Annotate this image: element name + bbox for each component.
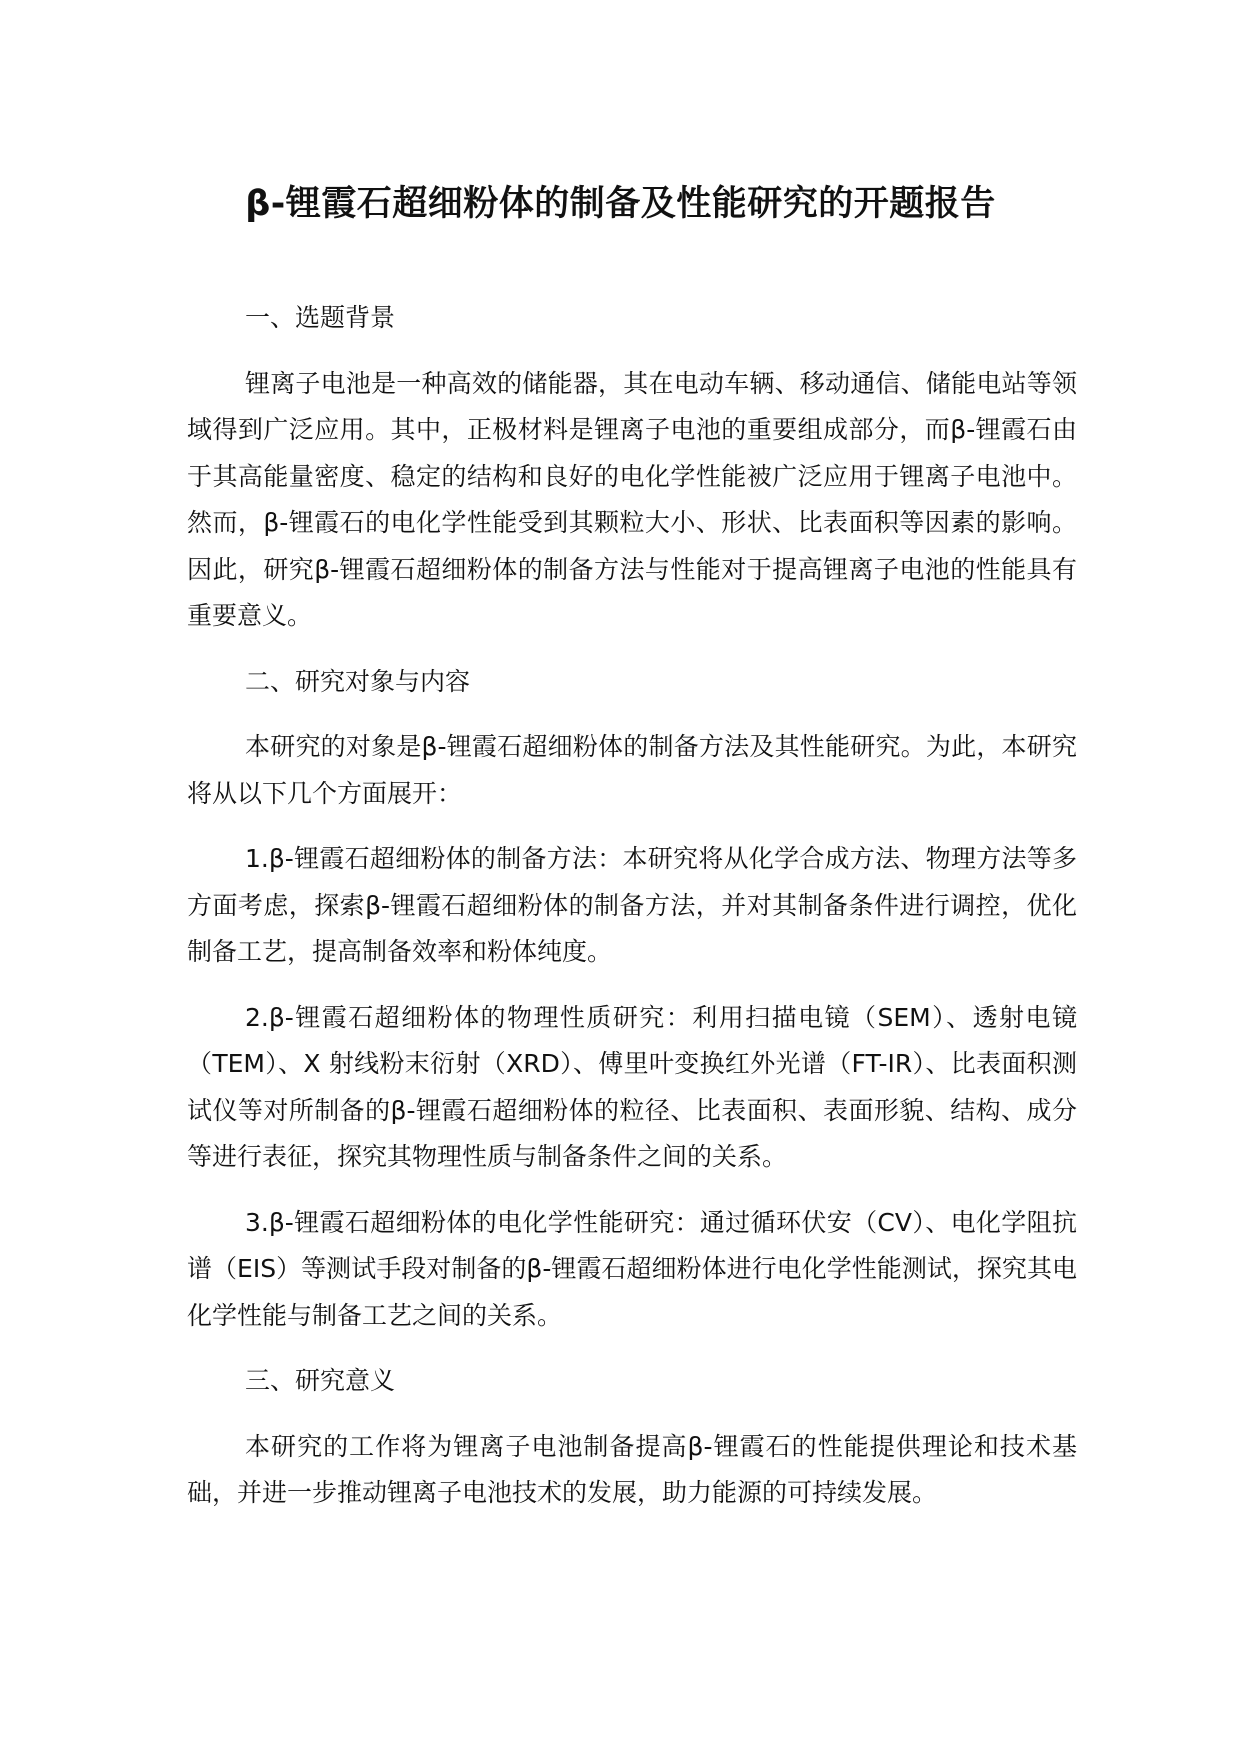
paragraph-item-1-preparation: 1.β-锂霞石超细粉体的制备方法：本研究将从化学合成方法、物理方法等多方面考虑，探索β-锂霞石超细粉体的制备方法，并对其制备条件进行调控，优化制备工艺，提高制备效率和粉体纯度。 [187, 844, 1077, 966]
paragraph-item-2-physical: 2.β-锂霞石超细粉体的物理性质研究：利用扫描电镜（SEM）、透射电镜（TEM）、X 射线粉末衍射（XRD）、傅里叶变换红外光谱（FT-IR）、比表面积测试仪等对所制备的β-锂霞石超细粉体的粒径、比表面积、表面形貌、结构、成分等进行表征，探究其物理性质与制备条件之间的关系。 [187, 1002, 1077, 1171]
paragraph-background: 锂离子电池是一种高效的储能器，其在电动车辆、移动通信、储能电站等领域得到广泛应用。其中，正极材料是锂离子电池的重要组成部分，而β-锂霞石由于其高能量密度、稳定的结构和良好的电化学性能被广泛应用于锂离子电池中。然而，β-锂霞石的电化学性能受到其颗粒大小、形状、比表面积等因素的影响。因此，研究β-锂霞石超细粉体的制备方法与性能对于提高锂离子电池的性能具有重要意义。 [187, 368, 1077, 630]
document-title: β-锂霞石超细粉体的制备及性能研究的开题报告 [245, 184, 996, 224]
paragraph-research-object: 本研究的对象是β-锂霞石超细粉体的制备方法及其性能研究。为此，本研究将从以下几个方面展开： [187, 732, 1077, 808]
section-heading-research-content: 二、研究对象与内容 [245, 666, 471, 696]
document-body [187, 295, 1077, 1536]
paragraph-item-3-electrochemical: 3.β-锂霞石超细粉体的电化学性能研究：通过循环伏安（CV）、电化学阻抗谱（EIS）等测试手段对制备的β-锂霞石超细粉体进行电化学性能测试，探究其电化学性能与制备工艺之间的关系。 [187, 1207, 1077, 1330]
paragraph-significance: 本研究的工作将为锂离子电池制备提高β-锂霞石的性能提供理论和技术基础，并进一步推动锂离子电池技术的发展，助力能源的可持续发展。 [187, 1431, 1077, 1507]
section-heading-background: 一、选题背景 [245, 303, 396, 332]
section-heading-significance: 三、研究意义 [245, 1366, 396, 1395]
